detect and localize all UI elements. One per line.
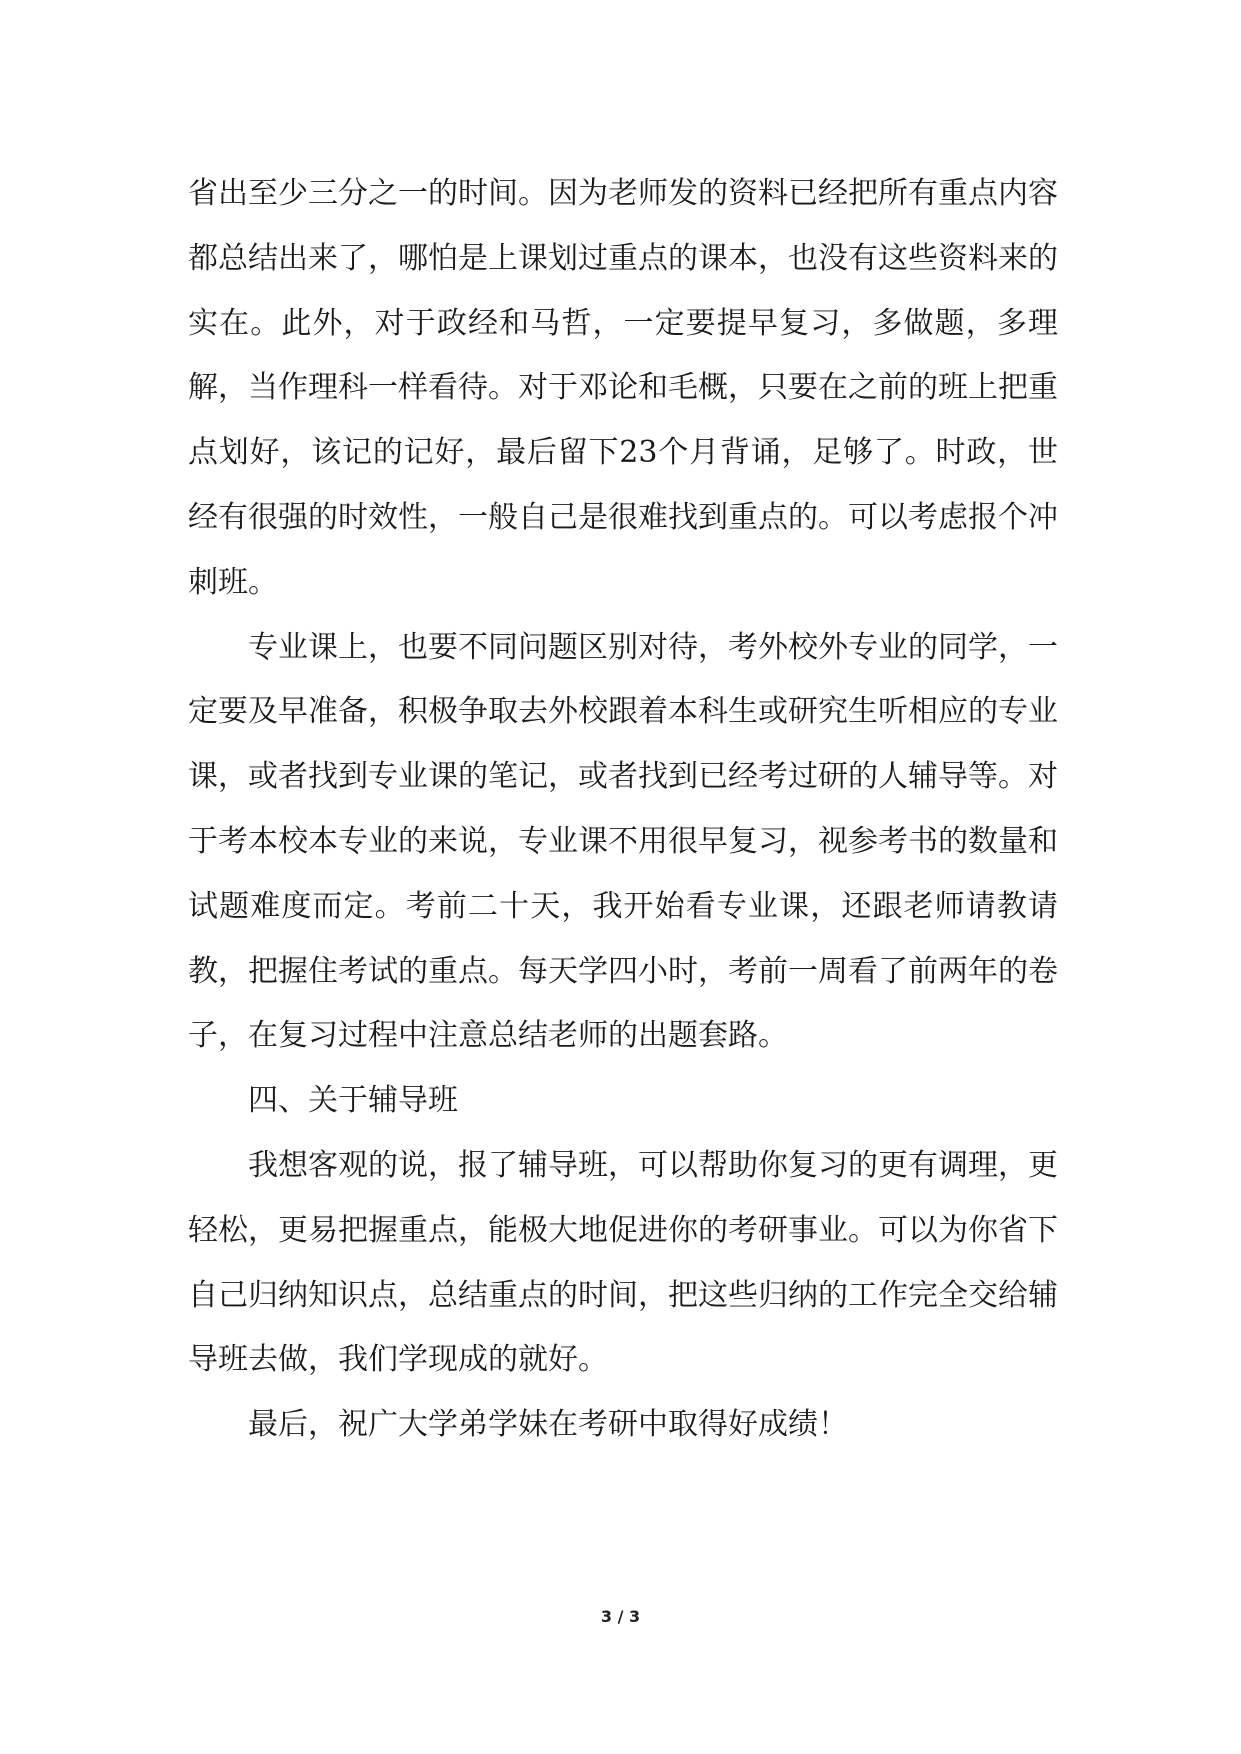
paragraph-tutoring: 我想客观的说，报了辅导班，可以帮助你复习的更有调理，更轻松，更易把握重点，能极大地促进你的考研事业。可以为你省下自己归纳知识点，总结重点的时间，把这些归纳的工作完全交给辅导班去做，我们学现成的就好。	[188, 1147, 1058, 1378]
section-heading-tutoring: 四、关于辅导班	[248, 1083, 458, 1119]
document-body	[188, 162, 1058, 1458]
paragraph-professional-courses: 专业课上，也要不同问题区别对待，考外校外专业的同学，一定要及早准备，积极争取去外校跟着本科生或研究生听相应的专业课，或者找到专业课的笔记，或者找到已经考过研的人辅导等。对于考本校本专业的来说，专业课不用很早复习，视参考书的数量和试题难度而定。考前二十天，我开始看专业课，还跟老师请教请教，把握住考试的重点。每天学四小时，考前一周看了前两年的卷子，在复习过程中注意总结老师的出题套路。	[188, 629, 1058, 1054]
page-number: 3 / 3	[600, 1607, 641, 1626]
paragraph-continued: 省出至少三分之一的时间。因为老师发的资料已经把所有重点内容都总结出来了，哪怕是上课划过重点的课本，也没有这些资料来的实在。此外，对于政经和马哲，一定要提早复习，多做题，多理解，当作理科一样看待。对于邓论和毛概，只要在之前的班上把重点划好，该记的记好，最后留下23个月背诵，足够了。时政，世经有很强的时效性，一般自己是很难找到重点的。可以考虑报个冲刺班。	[188, 176, 1058, 600]
paragraph-closing: 最后，祝广大学弟学妹在考研中取得好成绩！	[248, 1407, 848, 1443]
